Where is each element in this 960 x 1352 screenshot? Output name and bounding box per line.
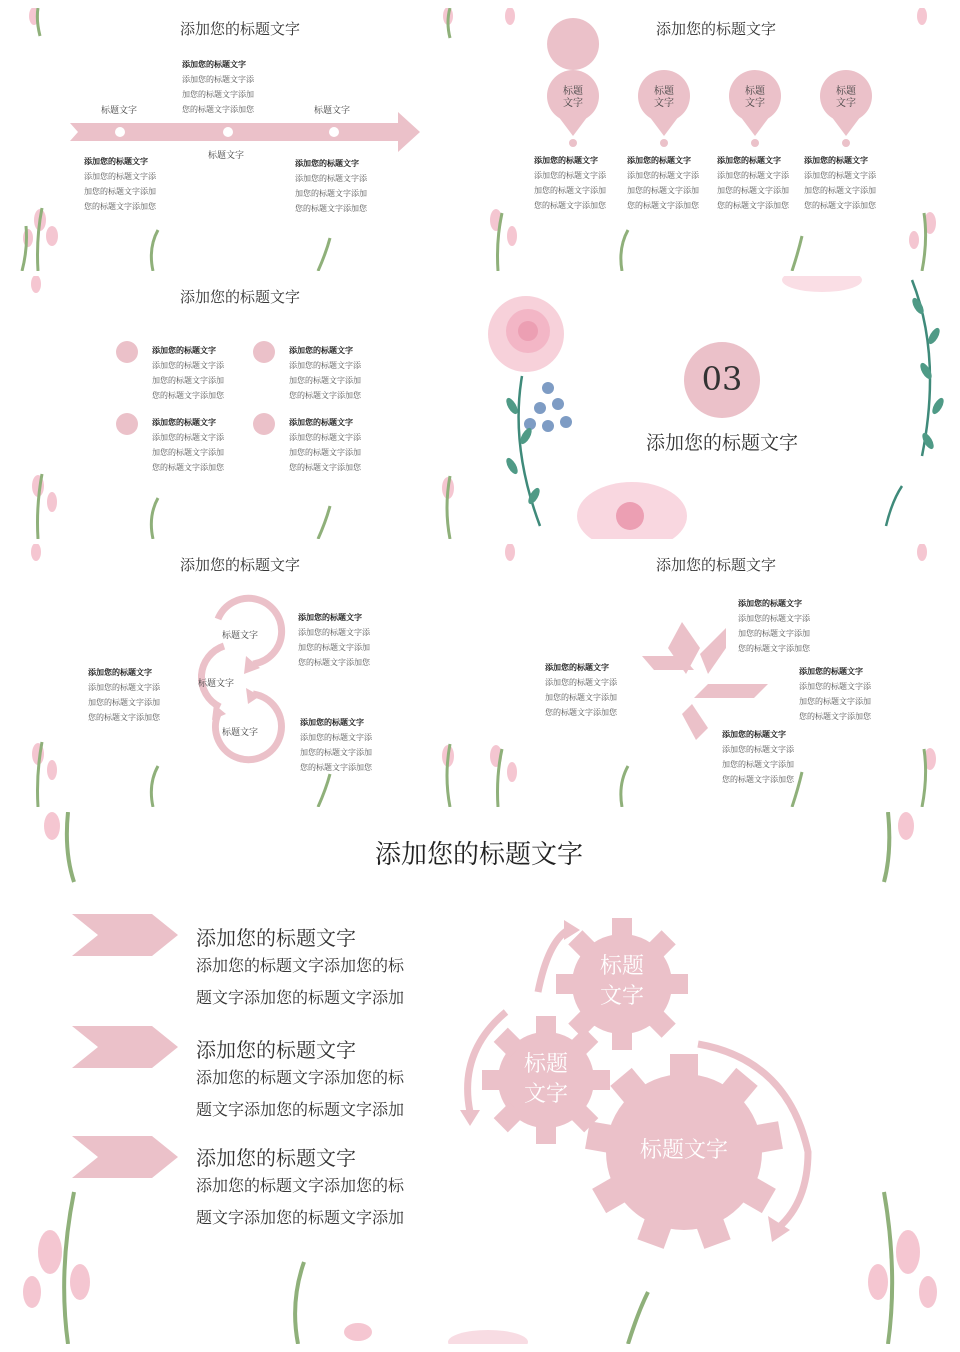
text-block — [627, 153, 699, 213]
section-number-circle — [482, 276, 950, 539]
cycle-label: 标题文字 — [222, 631, 259, 641]
slide-title: 添加您的标题文字 — [179, 20, 300, 38]
gear-label: 标题文字 — [639, 1138, 728, 1163]
block-line: 添加您的标题文字添 — [799, 682, 871, 691]
item-heading: 添加您的标题文字 — [196, 926, 356, 950]
block-line: 添加您的标题文字添 — [289, 361, 361, 370]
block-line: 加您的标题文字添加 — [152, 376, 224, 385]
block-heading: 添加您的标题文字 — [534, 156, 598, 165]
pin-label: 标题 文字 — [745, 86, 765, 109]
item-heading: 添加您的标题文字 — [196, 1146, 356, 1170]
bullet-dots — [8, 276, 472, 539]
block-heading: 添加您的标题文字 — [88, 668, 152, 677]
text-block — [545, 660, 617, 720]
block-heading: 添加您的标题文字 — [627, 156, 691, 165]
block-line: 添加您的标题文字添 — [545, 678, 617, 687]
text-block — [738, 596, 810, 656]
block-line: 加您的标题文字添加 — [152, 448, 224, 457]
pin-label: 标题 文字 — [654, 86, 674, 109]
block-line: 添加您的标题文字添 — [722, 745, 794, 754]
body-line: 题文字添加您的标题文字添加 — [196, 988, 405, 1007]
block-line: 您的标题文字添加您 — [84, 202, 156, 211]
block-heading: 添加您的标题文字 — [799, 667, 863, 676]
text-block — [722, 727, 794, 787]
slide-bullets[interactable] — [8, 276, 472, 539]
block-line: 加您的标题文字添加 — [804, 186, 876, 195]
block-heading: 添加您的标题文字 — [722, 730, 786, 739]
block-line: 添加您的标题文字添 — [627, 171, 699, 180]
gear-diagram — [8, 812, 950, 1344]
block-line: 您的标题文字添加您 — [300, 763, 372, 772]
block-heading: 添加您的标题文字 — [300, 718, 364, 727]
slide-title: 添加您的标题文字 — [655, 556, 776, 574]
text-block — [289, 343, 361, 403]
text-block — [799, 664, 871, 724]
block-line: 加您的标题文字添加 — [182, 90, 254, 99]
cycle-arrows — [8, 544, 472, 807]
block-heading: 添加您的标题文字 — [298, 613, 362, 622]
section-number: 03 — [701, 360, 743, 398]
block-heading: 添加您的标题文字 — [289, 346, 353, 355]
block-line: 加您的标题文字添加 — [289, 376, 361, 385]
text-block — [534, 153, 606, 213]
text-block — [295, 156, 367, 216]
body-line: 题文字添加您的标题文字添加 — [196, 1100, 405, 1119]
text-block — [152, 343, 224, 403]
block-line: 您的标题文字添加您 — [182, 105, 254, 114]
slide-timeline[interactable] — [8, 8, 472, 271]
block-line: 添加您的标题文字添 — [717, 171, 789, 180]
block-line: 加您的标题文字添加 — [717, 186, 789, 195]
body-line: 添加您的标题文字添加您的标 — [196, 1068, 405, 1087]
block-heading: 添加您的标题文字 — [738, 599, 802, 608]
pin-label: 标题 文字 — [563, 86, 583, 109]
cycle-label: 标题文字 — [198, 679, 235, 689]
block-heading: 添加您的标题文字 — [289, 418, 353, 427]
body-line: 题文字添加您的标题文字添加 — [196, 1208, 405, 1227]
block-line: 添加您的标题文字添 — [289, 433, 361, 442]
slide-title: 添加您的标题文字 — [374, 840, 583, 870]
block-line: 加您的标题文字添加 — [84, 187, 156, 196]
timeline-label: 标题文字 — [101, 106, 138, 116]
slide-title: 添加您的标题文字 — [179, 288, 300, 306]
block-line: 您的标题文字添加您 — [545, 708, 617, 717]
block-line: 加您的标题文字添加 — [799, 697, 871, 706]
block-line: 添加您的标题文字添 — [804, 171, 876, 180]
slide-gears[interactable] — [8, 812, 950, 1344]
block-line: 您的标题文字添加您 — [295, 204, 367, 213]
block-line: 添加您的标题文字添 — [84, 172, 156, 181]
block-line: 您的标题文字添加您 — [298, 658, 370, 667]
block-line: 您的标题文字添加您 — [717, 201, 789, 210]
block-line: 添加您的标题文字添 — [182, 75, 254, 84]
body-line: 添加您的标题文字添加您的标 — [196, 1176, 405, 1195]
block-line: 添加您的标题文字添 — [298, 628, 370, 637]
block-line: 加您的标题文字添加 — [295, 189, 367, 198]
pin-label: 标题 文字 — [836, 86, 856, 109]
text-block — [152, 415, 224, 475]
block-heading: 添加您的标题文字 — [152, 418, 216, 427]
text-block — [289, 415, 361, 475]
slide-cycle[interactable] — [8, 544, 472, 807]
block-line: 添加您的标题文字添 — [152, 361, 224, 370]
block-line: 加您的标题文字添加 — [289, 448, 361, 457]
text-block — [88, 665, 160, 725]
block-line: 加您的标题文字添加 — [88, 698, 160, 707]
block-line: 加您的标题文字添加 — [534, 186, 606, 195]
block-line: 加您的标题文字添加 — [627, 186, 699, 195]
block-line: 您的标题文字添加您 — [722, 775, 794, 784]
text-block — [804, 153, 876, 213]
block-heading: 添加您的标题文字 — [545, 663, 609, 672]
item-heading: 添加您的标题文字 — [196, 1038, 356, 1062]
block-line: 您的标题文字添加您 — [152, 391, 224, 400]
block-line: 您的标题文字添加您 — [289, 463, 361, 472]
slide-pins[interactable] — [482, 8, 950, 271]
slide-section[interactable] — [482, 276, 950, 539]
block-line: 您的标题文字添加您 — [534, 201, 606, 210]
timeline-label: 标题文字 — [208, 151, 245, 161]
block-heading: 添加您的标题文字 — [182, 60, 246, 69]
body-line: 添加您的标题文字添加您的标 — [196, 956, 405, 975]
block-line: 添加您的标题文字添 — [534, 171, 606, 180]
block-line: 加您的标题文字添加 — [545, 693, 617, 702]
timeline-arrow — [8, 8, 472, 271]
block-line: 您的标题文字添加您 — [799, 712, 871, 721]
timeline-label: 标题文字 — [314, 106, 351, 116]
text-block — [298, 610, 370, 670]
slide-pinwheel[interactable] — [482, 544, 950, 807]
block-line: 加您的标题文字添加 — [300, 748, 372, 757]
gear-label: 标题 文字 — [599, 954, 644, 1009]
block-line: 添加您的标题文字添 — [300, 733, 372, 742]
block-line: 加您的标题文字添加 — [722, 760, 794, 769]
section-title: 添加您的标题文字 — [645, 432, 798, 454]
cycle-label: 标题文字 — [222, 728, 259, 738]
block-heading: 添加您的标题文字 — [295, 159, 359, 168]
block-line: 您的标题文字添加您 — [289, 391, 361, 400]
block-line: 添加您的标题文字添 — [88, 683, 160, 692]
block-line: 您的标题文字添加您 — [804, 201, 876, 210]
pin-markers — [482, 8, 950, 271]
block-line: 加您的标题文字添加 — [298, 643, 370, 652]
block-line: 添加您的标题文字添 — [738, 614, 810, 623]
block-line: 您的标题文字添加您 — [738, 644, 810, 653]
slide-title: 添加您的标题文字 — [179, 556, 300, 574]
text-block — [182, 57, 254, 117]
gear-label: 标题 文字 — [523, 1052, 568, 1107]
block-heading: 添加您的标题文字 — [804, 156, 868, 165]
block-line: 添加您的标题文字添 — [295, 174, 367, 183]
block-heading: 添加您的标题文字 — [717, 156, 781, 165]
slide-title: 添加您的标题文字 — [655, 20, 776, 38]
block-line: 添加您的标题文字添 — [152, 433, 224, 442]
block-heading: 添加您的标题文字 — [84, 157, 148, 166]
text-block — [717, 153, 789, 213]
block-heading: 添加您的标题文字 — [152, 346, 216, 355]
block-line: 加您的标题文字添加 — [738, 629, 810, 638]
block-line: 您的标题文字添加您 — [88, 713, 160, 722]
block-line: 您的标题文字添加您 — [627, 201, 699, 210]
text-block — [300, 715, 372, 775]
text-block — [84, 154, 156, 214]
block-line: 您的标题文字添加您 — [152, 463, 224, 472]
